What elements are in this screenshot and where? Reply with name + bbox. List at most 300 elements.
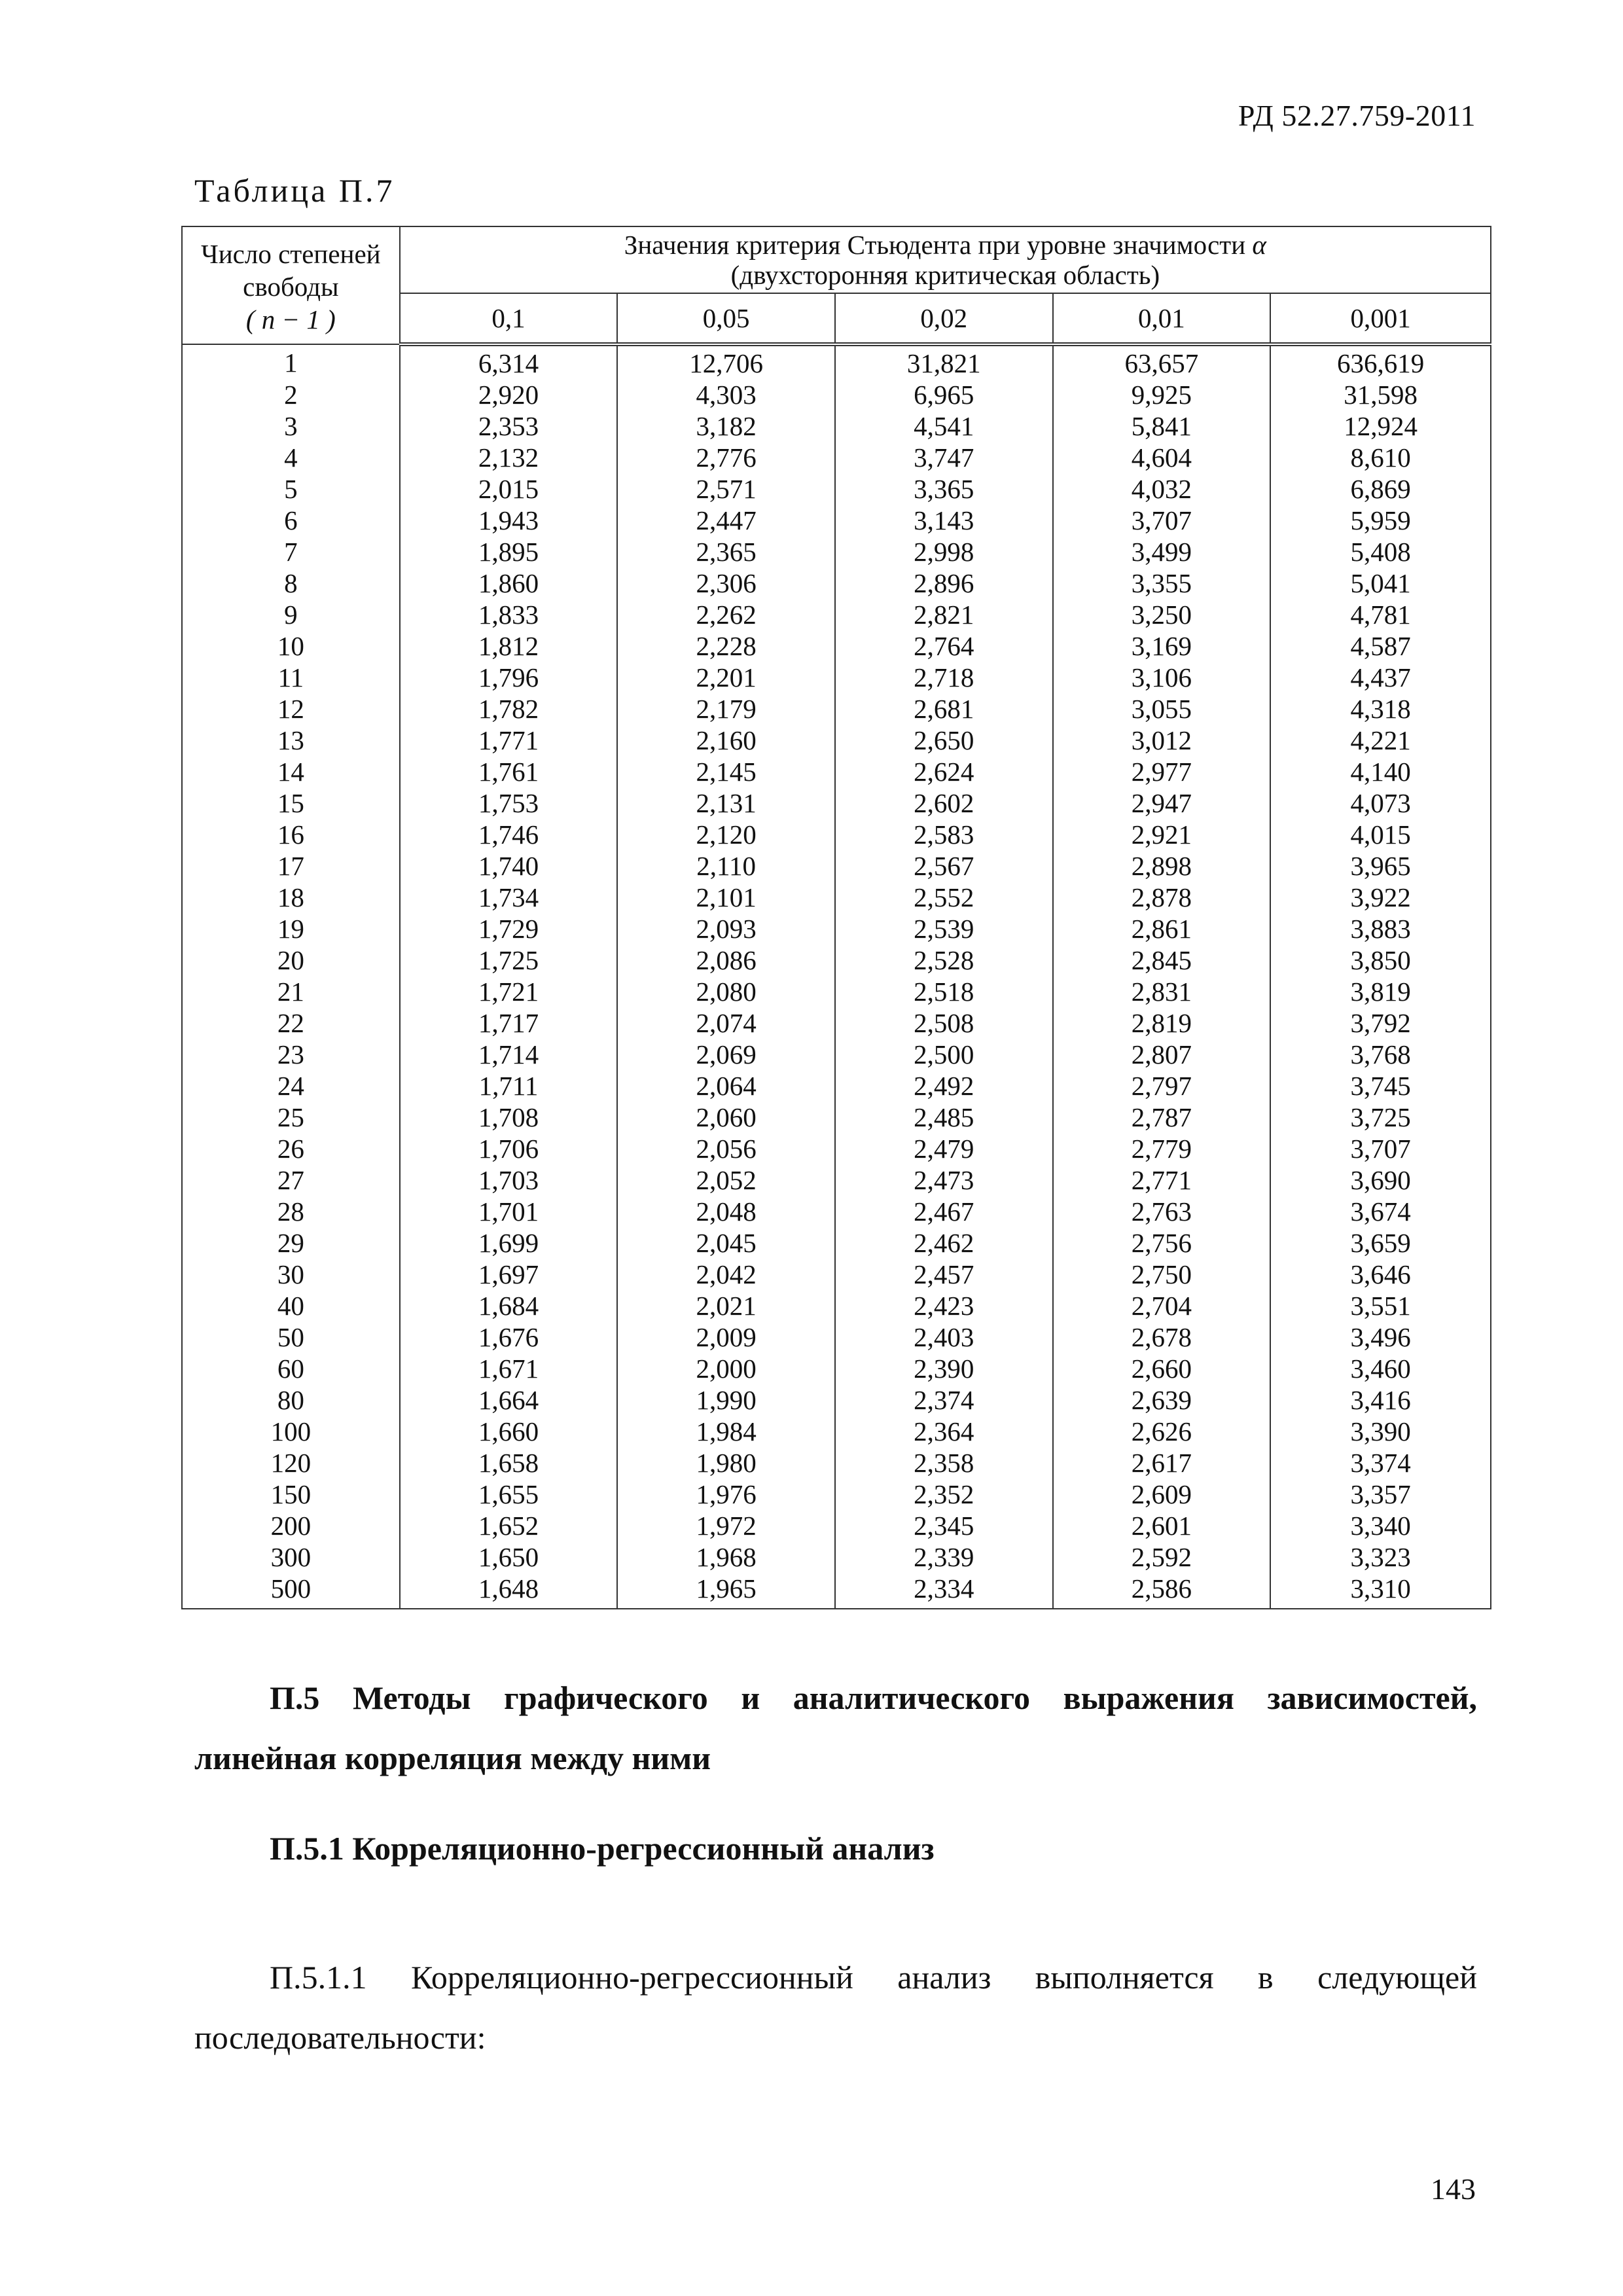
value-cell: 3,690 <box>1270 1164 1491 1196</box>
value-cell: 1,658 <box>400 1447 618 1479</box>
value-cell: 2,650 <box>835 725 1053 756</box>
table-row <box>182 1007 1491 1039</box>
value-cell: 3,169 <box>1053 630 1271 662</box>
value-cell: 2,345 <box>835 1510 1053 1541</box>
value-cell: 2,601 <box>1053 1510 1271 1541</box>
value-cell: 1,965 <box>617 1573 835 1609</box>
dof-cell: 28 <box>182 1196 400 1227</box>
dof-cell: 21 <box>182 976 400 1007</box>
dof-cell: 14 <box>182 756 400 787</box>
value-cell: 2,528 <box>835 944 1053 976</box>
value-cell: 2,423 <box>835 1290 1053 1321</box>
table-row <box>182 630 1491 662</box>
value-cell: 1,650 <box>400 1541 618 1573</box>
value-cell: 3,012 <box>1053 725 1271 756</box>
value-cell: 3,355 <box>1053 567 1271 599</box>
subsection-title: П.5.1 Корреляционно-регрессионный анализ <box>270 1830 935 1867</box>
value-cell: 2,492 <box>835 1070 1053 1102</box>
value-cell: 1,664 <box>400 1384 618 1416</box>
value-cell: 2,364 <box>835 1416 1053 1447</box>
value-cell: 3,374 <box>1270 1447 1491 1479</box>
value-cell: 12,706 <box>617 344 835 379</box>
value-cell: 2,552 <box>835 882 1053 913</box>
table-row <box>182 1164 1491 1196</box>
value-cell: 8,610 <box>1270 442 1491 473</box>
value-cell: 2,718 <box>835 662 1053 693</box>
value-cell: 2,771 <box>1053 1164 1271 1196</box>
value-cell: 1,699 <box>400 1227 618 1259</box>
dof-cell: 200 <box>182 1510 400 1541</box>
value-cell: 2,947 <box>1053 787 1271 819</box>
value-cell: 636,619 <box>1270 344 1491 379</box>
dof-cell: 8 <box>182 567 400 599</box>
value-cell: 5,041 <box>1270 567 1491 599</box>
value-cell: 3,850 <box>1270 944 1491 976</box>
table-row <box>182 1447 1491 1479</box>
dof-cell: 22 <box>182 1007 400 1039</box>
value-cell: 2,500 <box>835 1039 1053 1070</box>
value-cell: 31,821 <box>835 344 1053 379</box>
dof-cell: 50 <box>182 1321 400 1353</box>
table-row <box>182 693 1491 725</box>
dof-cell: 12 <box>182 693 400 725</box>
value-cell: 2,681 <box>835 693 1053 725</box>
student-t-table <box>181 226 1491 1609</box>
value-cell: 4,032 <box>1053 473 1271 505</box>
value-cell: 1,725 <box>400 944 618 976</box>
section-title-line1: П.5 Методы графического и аналитического выражения зависимостей, <box>270 1679 1477 1716</box>
dof-cell: 1 <box>182 344 400 379</box>
value-cell: 1,860 <box>400 567 618 599</box>
value-cell: 3,551 <box>1270 1290 1491 1321</box>
value-cell: 2,390 <box>835 1353 1053 1384</box>
dof-cell: 100 <box>182 1416 400 1447</box>
value-cell: 2,479 <box>835 1133 1053 1164</box>
table-row <box>182 819 1491 850</box>
value-cell: 1,729 <box>400 913 618 944</box>
value-cell: 3,792 <box>1270 1007 1491 1039</box>
value-cell: 2,779 <box>1053 1133 1271 1164</box>
value-cell: 3,250 <box>1053 599 1271 630</box>
section-title <box>194 1668 1477 1788</box>
value-cell: 2,539 <box>835 913 1053 944</box>
value-cell: 3,182 <box>617 410 835 442</box>
table-row <box>182 913 1491 944</box>
value-cell: 1,746 <box>400 819 618 850</box>
value-cell: 2,467 <box>835 1196 1053 1227</box>
value-cell: 1,703 <box>400 1164 618 1196</box>
dof-header-line2: свободы <box>243 272 339 302</box>
value-cell: 2,763 <box>1053 1196 1271 1227</box>
value-cell: 12,924 <box>1270 410 1491 442</box>
value-cell: 1,761 <box>400 756 618 787</box>
value-cell: 3,390 <box>1270 1416 1491 1447</box>
table-row <box>182 505 1491 536</box>
dof-cell: 10 <box>182 630 400 662</box>
value-cell: 2,626 <box>1053 1416 1271 1447</box>
table-row <box>182 599 1491 630</box>
table-row <box>182 1321 1491 1353</box>
alpha-symbol: α <box>1252 230 1266 260</box>
value-cell: 2,457 <box>835 1259 1053 1290</box>
table-row <box>182 725 1491 756</box>
value-cell: 3,674 <box>1270 1196 1491 1227</box>
value-cell: 2,764 <box>835 630 1053 662</box>
student-values-header <box>400 226 1491 293</box>
dof-cell: 500 <box>182 1573 400 1609</box>
value-cell: 1,980 <box>617 1447 835 1479</box>
paragraph <box>194 1947 1477 2068</box>
dof-cell: 2 <box>182 379 400 410</box>
value-cell: 2,048 <box>617 1196 835 1227</box>
value-cell: 2,592 <box>1053 1541 1271 1573</box>
value-cell: 2,660 <box>1053 1353 1271 1384</box>
table-caption: Таблица П.7 <box>194 172 395 209</box>
value-cell: 2,086 <box>617 944 835 976</box>
value-cell: 2,678 <box>1053 1321 1271 1353</box>
value-cell: 2,015 <box>400 473 618 505</box>
value-cell: 1,671 <box>400 1353 618 1384</box>
dof-header-formula: ( n − 1 ) <box>245 304 336 334</box>
value-cell: 2,131 <box>617 787 835 819</box>
alpha-header: 0,1 <box>400 293 618 344</box>
value-cell: 3,365 <box>835 473 1053 505</box>
value-cell: 2,339 <box>835 1541 1053 1573</box>
value-cell: 2,807 <box>1053 1039 1271 1070</box>
value-cell: 2,334 <box>835 1573 1053 1609</box>
value-cell: 2,145 <box>617 756 835 787</box>
value-cell: 1,990 <box>617 1384 835 1416</box>
dof-cell: 4 <box>182 442 400 473</box>
value-cell: 4,437 <box>1270 662 1491 693</box>
value-cell: 2,609 <box>1053 1479 1271 1510</box>
value-cell: 4,303 <box>617 379 835 410</box>
value-cell: 1,714 <box>400 1039 618 1070</box>
table-row <box>182 473 1491 505</box>
value-cell: 3,747 <box>835 442 1053 473</box>
degrees-of-freedom-header <box>182 226 400 344</box>
value-cell: 31,598 <box>1270 379 1491 410</box>
table-row <box>182 1227 1491 1259</box>
value-cell: 1,782 <box>400 693 618 725</box>
value-cell: 2,160 <box>617 725 835 756</box>
value-cell: 2,518 <box>835 976 1053 1007</box>
dof-cell: 20 <box>182 944 400 976</box>
value-cell: 3,340 <box>1270 1510 1491 1541</box>
value-cell: 1,655 <box>400 1479 618 1510</box>
alpha-header: 0,001 <box>1270 293 1491 344</box>
value-cell: 2,000 <box>617 1353 835 1384</box>
table-row <box>182 1479 1491 1510</box>
dof-cell: 15 <box>182 787 400 819</box>
dof-cell: 27 <box>182 1164 400 1196</box>
value-cell: 2,045 <box>617 1227 835 1259</box>
value-cell: 6,965 <box>835 379 1053 410</box>
value-cell: 3,965 <box>1270 850 1491 882</box>
value-cell: 3,323 <box>1270 1541 1491 1573</box>
value-cell: 2,403 <box>835 1321 1053 1353</box>
value-cell: 2,056 <box>617 1133 835 1164</box>
table-row <box>182 442 1491 473</box>
dof-cell: 29 <box>182 1227 400 1259</box>
dof-cell: 24 <box>182 1070 400 1102</box>
dof-cell: 30 <box>182 1259 400 1290</box>
value-cell: 3,707 <box>1053 505 1271 536</box>
section-title-line2: линейная корреляция между ними <box>194 1740 711 1776</box>
value-cell: 2,787 <box>1053 1102 1271 1133</box>
value-cell: 2,074 <box>617 1007 835 1039</box>
dof-cell: 9 <box>182 599 400 630</box>
table-row <box>182 1416 1491 1447</box>
value-cell: 2,704 <box>1053 1290 1271 1321</box>
value-cell: 3,819 <box>1270 976 1491 1007</box>
value-cell: 3,659 <box>1270 1227 1491 1259</box>
value-cell: 2,586 <box>1053 1573 1271 1609</box>
value-cell: 1,697 <box>400 1259 618 1290</box>
value-cell: 2,353 <box>400 410 618 442</box>
value-cell: 6,314 <box>400 344 618 379</box>
value-cell: 2,093 <box>617 913 835 944</box>
value-cell: 2,374 <box>835 1384 1053 1416</box>
value-cell: 2,064 <box>617 1070 835 1102</box>
value-cell: 3,055 <box>1053 693 1271 725</box>
dof-cell: 120 <box>182 1447 400 1479</box>
value-cell: 4,541 <box>835 410 1053 442</box>
dof-cell: 19 <box>182 913 400 944</box>
value-cell: 2,617 <box>1053 1447 1271 1479</box>
value-cell: 2,861 <box>1053 913 1271 944</box>
paragraph-line1: П.5.1.1 Корреляционно-регрессионный анализ выполняется в следующей <box>270 1959 1477 1996</box>
value-cell: 2,179 <box>617 693 835 725</box>
value-cell: 2,797 <box>1053 1070 1271 1102</box>
value-cell: 5,959 <box>1270 505 1491 536</box>
value-cell: 3,725 <box>1270 1102 1491 1133</box>
value-cell: 1,660 <box>400 1416 618 1447</box>
document-code: РД 52.27.759-2011 <box>1238 99 1476 132</box>
value-cell: 4,221 <box>1270 725 1491 756</box>
page-number: 143 <box>1431 2172 1476 2206</box>
dof-cell: 5 <box>182 473 400 505</box>
value-cell: 2,750 <box>1053 1259 1271 1290</box>
value-cell: 2,756 <box>1053 1227 1271 1259</box>
value-cell: 1,968 <box>617 1541 835 1573</box>
table-row <box>182 1384 1491 1416</box>
value-cell: 1,676 <box>400 1321 618 1353</box>
table-row <box>182 1290 1491 1321</box>
value-cell: 1,708 <box>400 1102 618 1133</box>
value-cell: 3,883 <box>1270 913 1491 944</box>
value-cell: 2,120 <box>617 819 835 850</box>
value-cell: 2,602 <box>835 787 1053 819</box>
value-cell: 2,821 <box>835 599 1053 630</box>
value-cell: 2,021 <box>617 1290 835 1321</box>
values-header-line1: Значения критерия Стьюдента при уровне значимости <box>624 230 1246 260</box>
table-row <box>182 756 1491 787</box>
value-cell: 3,499 <box>1053 536 1271 567</box>
value-cell: 3,745 <box>1270 1070 1491 1102</box>
value-cell: 3,106 <box>1053 662 1271 693</box>
value-cell: 4,073 <box>1270 787 1491 819</box>
value-cell: 4,604 <box>1053 442 1271 473</box>
value-cell: 3,646 <box>1270 1259 1491 1290</box>
table-row <box>182 1573 1491 1609</box>
values-header-line2: (двухсторонняя критическая область) <box>730 260 1160 290</box>
value-cell: 4,140 <box>1270 756 1491 787</box>
value-cell: 1,701 <box>400 1196 618 1227</box>
value-cell: 2,228 <box>617 630 835 662</box>
value-cell: 1,943 <box>400 505 618 536</box>
value-cell: 2,571 <box>617 473 835 505</box>
table-row <box>182 1196 1491 1227</box>
value-cell: 1,753 <box>400 787 618 819</box>
value-cell: 2,567 <box>835 850 1053 882</box>
value-cell: 2,306 <box>617 567 835 599</box>
value-cell: 1,972 <box>617 1510 835 1541</box>
value-cell: 2,819 <box>1053 1007 1271 1039</box>
value-cell: 2,583 <box>835 819 1053 850</box>
value-cell: 2,831 <box>1053 976 1271 1007</box>
table-row <box>182 1039 1491 1070</box>
value-cell: 2,898 <box>1053 850 1271 882</box>
value-cell: 1,796 <box>400 662 618 693</box>
table-row <box>182 567 1491 599</box>
value-cell: 1,812 <box>400 630 618 662</box>
value-cell: 2,060 <box>617 1102 835 1133</box>
value-cell: 1,771 <box>400 725 618 756</box>
value-cell: 2,508 <box>835 1007 1053 1039</box>
table-row <box>182 882 1491 913</box>
table-row <box>182 1353 1491 1384</box>
value-cell: 2,365 <box>617 536 835 567</box>
value-cell: 2,473 <box>835 1164 1053 1196</box>
table-row <box>182 1070 1491 1102</box>
value-cell: 1,976 <box>617 1479 835 1510</box>
value-cell: 2,485 <box>835 1102 1053 1133</box>
dof-cell: 13 <box>182 725 400 756</box>
value-cell: 2,896 <box>835 567 1053 599</box>
value-cell: 2,878 <box>1053 882 1271 913</box>
value-cell: 1,740 <box>400 850 618 882</box>
paragraph-line2: последовательности: <box>194 2019 486 2056</box>
table-row <box>182 1133 1491 1164</box>
value-cell: 4,781 <box>1270 599 1491 630</box>
dof-cell: 300 <box>182 1541 400 1573</box>
value-cell: 2,977 <box>1053 756 1271 787</box>
table-row <box>182 787 1491 819</box>
value-cell: 2,358 <box>835 1447 1053 1479</box>
value-cell: 3,768 <box>1270 1039 1491 1070</box>
dof-cell: 11 <box>182 662 400 693</box>
table-row <box>182 1510 1491 1541</box>
value-cell: 2,101 <box>617 882 835 913</box>
value-cell: 2,776 <box>617 442 835 473</box>
value-cell: 1,684 <box>400 1290 618 1321</box>
table-row <box>182 344 1491 379</box>
value-cell: 4,015 <box>1270 819 1491 850</box>
value-cell: 2,447 <box>617 505 835 536</box>
value-cell: 2,352 <box>835 1479 1053 1510</box>
value-cell: 2,462 <box>835 1227 1053 1259</box>
table-row <box>182 662 1491 693</box>
value-cell: 2,201 <box>617 662 835 693</box>
value-cell: 2,624 <box>835 756 1053 787</box>
table-row <box>182 536 1491 567</box>
value-cell: 6,869 <box>1270 473 1491 505</box>
value-cell: 1,652 <box>400 1510 618 1541</box>
value-cell: 1,984 <box>617 1416 835 1447</box>
dof-cell: 150 <box>182 1479 400 1510</box>
value-cell: 5,841 <box>1053 410 1271 442</box>
alpha-header: 0,05 <box>617 293 835 344</box>
value-cell: 4,318 <box>1270 693 1491 725</box>
value-cell: 4,587 <box>1270 630 1491 662</box>
alpha-header: 0,01 <box>1053 293 1271 344</box>
value-cell: 1,711 <box>400 1070 618 1102</box>
dof-cell: 6 <box>182 505 400 536</box>
value-cell: 2,845 <box>1053 944 1271 976</box>
dof-header-line1: Число степеней <box>201 239 381 269</box>
value-cell: 9,925 <box>1053 379 1271 410</box>
table-row <box>182 379 1491 410</box>
dof-cell: 26 <box>182 1133 400 1164</box>
value-cell: 3,707 <box>1270 1133 1491 1164</box>
value-cell: 2,998 <box>835 536 1053 567</box>
value-cell: 2,042 <box>617 1259 835 1290</box>
value-cell: 3,416 <box>1270 1384 1491 1416</box>
value-cell: 2,052 <box>617 1164 835 1196</box>
value-cell: 2,009 <box>617 1321 835 1353</box>
dof-cell: 25 <box>182 1102 400 1133</box>
value-cell: 1,734 <box>400 882 618 913</box>
table-row <box>182 410 1491 442</box>
dof-cell: 40 <box>182 1290 400 1321</box>
value-cell: 2,920 <box>400 379 618 410</box>
value-cell: 3,357 <box>1270 1479 1491 1510</box>
value-cell: 1,648 <box>400 1573 618 1609</box>
value-cell: 3,496 <box>1270 1321 1491 1353</box>
dof-cell: 23 <box>182 1039 400 1070</box>
table-row <box>182 1102 1491 1133</box>
value-cell: 63,657 <box>1053 344 1271 379</box>
dof-cell: 17 <box>182 850 400 882</box>
table-row <box>182 1541 1491 1573</box>
value-cell: 2,110 <box>617 850 835 882</box>
dof-cell: 80 <box>182 1384 400 1416</box>
table-row <box>182 1259 1491 1290</box>
value-cell: 5,408 <box>1270 536 1491 567</box>
value-cell: 2,080 <box>617 976 835 1007</box>
value-cell: 3,143 <box>835 505 1053 536</box>
dof-cell: 16 <box>182 819 400 850</box>
table-row <box>182 976 1491 1007</box>
dof-cell: 60 <box>182 1353 400 1384</box>
value-cell: 3,922 <box>1270 882 1491 913</box>
value-cell: 2,921 <box>1053 819 1271 850</box>
value-cell: 1,833 <box>400 599 618 630</box>
value-cell: 2,639 <box>1053 1384 1271 1416</box>
dof-cell: 3 <box>182 410 400 442</box>
value-cell: 2,262 <box>617 599 835 630</box>
table-row <box>182 850 1491 882</box>
value-cell: 2,132 <box>400 442 618 473</box>
value-cell: 1,895 <box>400 536 618 567</box>
table-row <box>182 944 1491 976</box>
value-cell: 1,717 <box>400 1007 618 1039</box>
value-cell: 3,460 <box>1270 1353 1491 1384</box>
dof-cell: 18 <box>182 882 400 913</box>
value-cell: 1,721 <box>400 976 618 1007</box>
table-body <box>182 344 1491 1609</box>
